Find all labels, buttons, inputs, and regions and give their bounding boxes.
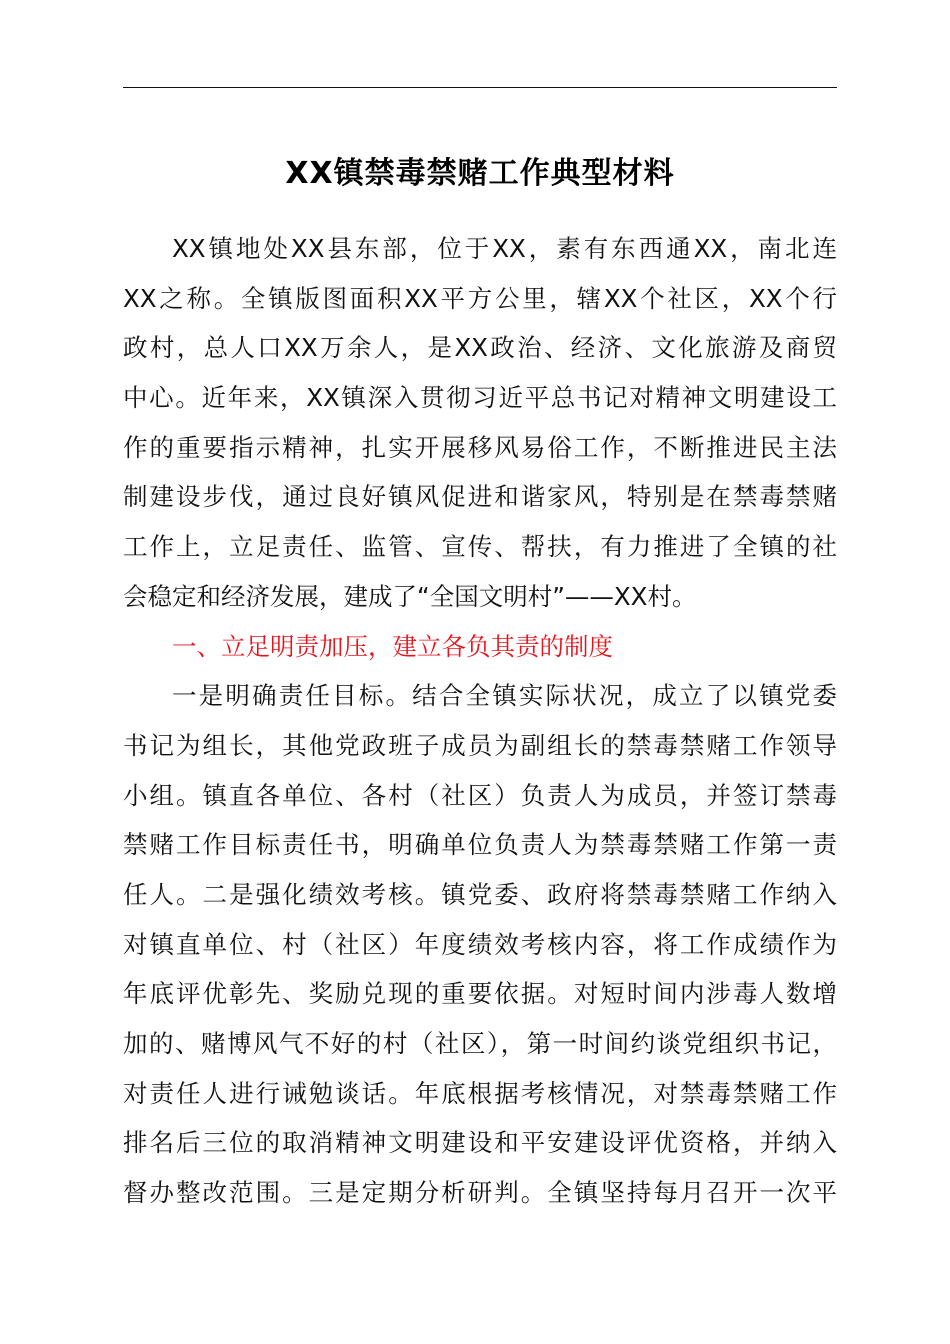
document-title: XX镇禁毒禁赌工作典型材料 [285,156,675,191]
paragraph-1-line-6: 制建设步伐，通过良好镇风促进和谐家风，特别是在禁毒禁赌 [123,482,837,512]
header-rule [123,87,837,88]
paragraph-1-line-3: 政村，总人口XX万余人，是XX政治、经济、文化旅游及商贸 [123,333,837,363]
paragraph-2-line-8: 加的、赌博风气不好的村（社区），第一时间约谈党组织书记， [123,1029,837,1058]
paragraph-1-line-4: 中心。近年来，XX镇深入贯彻习近平总书记对精神文明建设工 [123,383,837,413]
document-body [123,224,837,1218]
paragraph-2-line-4: 禁赌工作目标责任书，明确单位负责人为禁毒禁赌工作第一责 [123,830,837,860]
section-heading-1: 一、立足明责加压，建立各负其责的制度 [172,631,613,661]
paragraph-2-line-3: 小组。镇直各单位、各村（社区）负责人为成员，并签订禁毒 [123,780,837,810]
paragraph-1-line-1: XX镇地处XX县东部，位于XX，素有东西通XX，南北连 [172,234,837,263]
paragraph-2-line-1: 一是明确责任目标。结合全镇实际状况，成立了以镇党委 [172,681,837,711]
paragraph-1-line-2: XX之称。全镇版图面积XX平方公里，辖XX个社区，XX个行 [123,283,837,313]
paragraph-1-line-5: 作的重要指示精神，扎实开展移风易俗工作，不断推进民主法 [123,432,837,462]
paragraph-2-line-10: 排名后三位的取消精神文明建设和平安建设评优资格，并纳入 [123,1128,837,1158]
paragraph-2-line-7: 年底评优彰先、奖励兑现的重要依据。对短时间内涉毒人数增 [123,979,837,1009]
paragraph-2-line-6: 对镇直单位、村（社区）年度绩效考核内容，将工作成绩作为 [123,929,837,959]
paragraph-1-line-7: 工作上，立足责任、监管、宣传、帮扶，有力推进了全镇的社 [123,532,837,562]
paragraph-1-line-8: 会稳定和经济发展，建成了“全国文明村”——XX村。 [123,581,697,611]
paragraph-2-line-9: 对责任人进行诫勉谈话。年底根据考核情况，对禁毒禁赌工作 [123,1078,837,1108]
paragraph-2-line-11: 督办整改范围。三是定期分析研判。全镇坚持每月召开一次平 [123,1178,837,1208]
paragraph-2-line-2: 书记为组长，其他党政班子成员为副组长的禁毒禁赌工作领导 [123,730,837,760]
paragraph-2-line-5: 任人。二是强化绩效考核。镇党委、政府将禁毒禁赌工作纳入 [123,879,837,909]
